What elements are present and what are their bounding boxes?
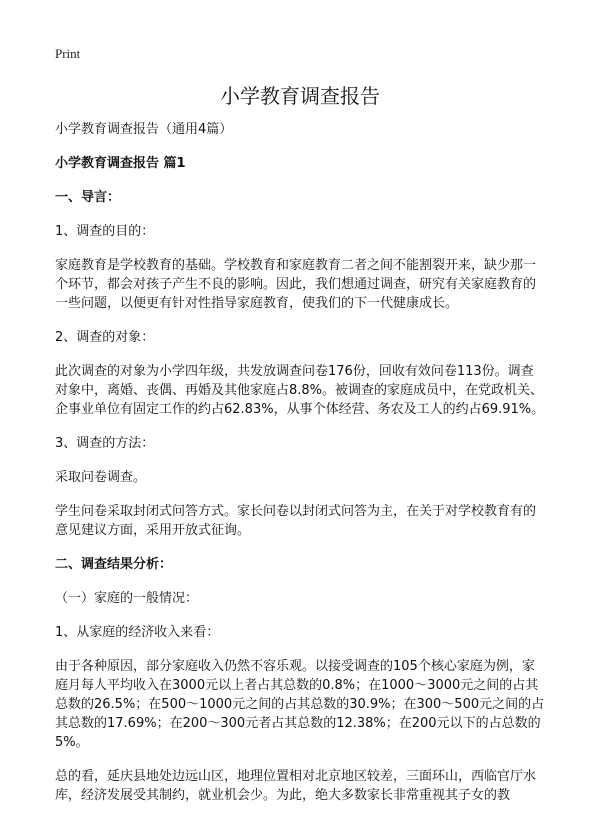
document-body [55, 120, 545, 820]
paragraph-object: 此次调查的对象为小学四年级，共发放调查问卷176份，回收有效问卷113份。调查对象中，离婚、丧偶、再婚及其他家庭占8.8%。被调查的家庭成员中，在党政机关、企事业单位有固定工作的约占62.83%，从事个体经营、务农及工人的约占69.91%。 [55, 364, 545, 417]
paragraph-method-1: 采取问卷调查。 [55, 470, 147, 485]
section-title: 小学教育调查报告 篇1 [55, 156, 186, 171]
print-label[interactable]: Print [55, 46, 81, 61]
paragraph-purpose: 家庭教育是学校教育的基础。学校教育和家庭教育二者之间不能割裂开来，缺少那一个环节，都会对孩子产生不良的影响。因此，我们想通过调查，研究有关家庭教育的一些问题，以便更有针对性指导家庭教育，使我们的下一代健康成长。 [55, 258, 537, 311]
subtitle: 小学教育调查报告（通用4篇） [55, 122, 233, 137]
heading-income: 1、从家庭的经济收入来看： [55, 625, 220, 640]
heading-intro: 一、导言： [55, 190, 121, 205]
heading-purpose: 1、调查的目的： [55, 224, 155, 239]
heading-method: 3、调查的方法： [55, 436, 155, 451]
paragraph-income: 由于各种原因，部分家庭收入仍然不容乐观。以接受调查的105个核心家庭为例，家庭月每人平均收入在3000元以上者占其总数的0.8%；在1000～3000元之间的占其总数的26.5%；在500～1000元之间的占其总数的30.9%；在300～500元之间的占其总数的17.69%；在200～300元者占其总数的12.38%；在200元以下的占总数的5%。 [55, 659, 545, 750]
heading-family: （一）家庭的一般情况： [55, 591, 199, 606]
heading-object: 2、调查的对象： [55, 330, 155, 345]
paragraph-method-2: 学生问卷采取封闭式问答方式。家长问卷以封闭式问答为主，在关于对学校教育有的意见建议方面，采用开放式征询。 [55, 504, 537, 538]
paragraph-summary: 总的看，延庆县地处边远山区，地理位置相对北京地区较差，三面环山，西临官厅水库，经济发展受其制约，就业机会少。为此，绝大多数家长非常重视其子女的教 [55, 769, 537, 803]
heading-results: 二、调查结果分析： [55, 557, 173, 572]
page-title: 小学教育调查报告 [220, 84, 380, 108]
